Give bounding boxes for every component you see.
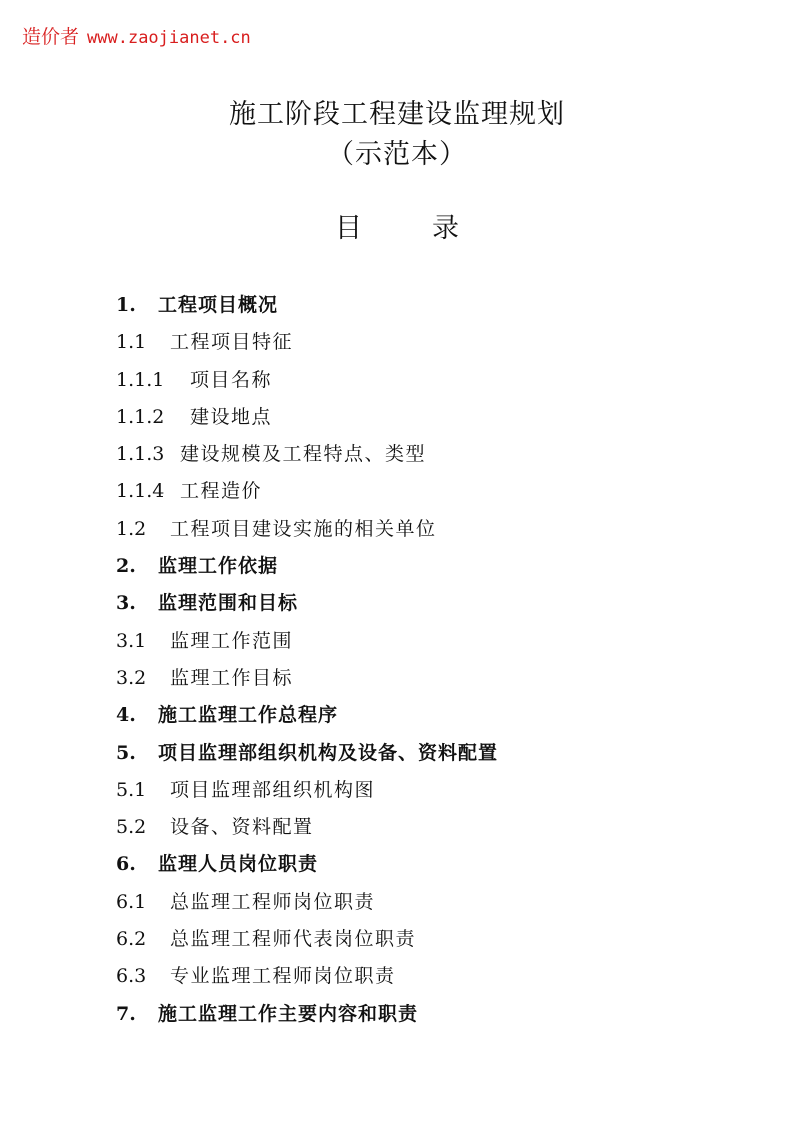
toc-entry-number: 3.1 bbox=[116, 629, 147, 652]
toc-entry-text: 监理人员岗位职责 bbox=[158, 853, 319, 876]
toc-entry-text: 工程项目建设实施的相关单位 bbox=[170, 517, 437, 540]
toc-entry-text: 项目监理部组织机构图 bbox=[170, 778, 376, 801]
toc-entry-text: 工程项目特征 bbox=[170, 331, 294, 354]
toc-entry-number: 1.1 bbox=[116, 331, 147, 354]
toc-entry-text: 施工监理工作主要内容和职责 bbox=[158, 1002, 419, 1025]
watermark bbox=[22, 22, 251, 49]
toc-entry-number: 5. bbox=[116, 741, 136, 764]
toc-entry-number: 1.1.4 bbox=[116, 480, 165, 503]
toc-entry bbox=[116, 365, 756, 402]
toc-entry bbox=[116, 700, 756, 737]
toc-entry-text: 监理范围和目标 bbox=[158, 592, 299, 615]
toc-entry bbox=[116, 290, 756, 327]
toc-entry-number: 3. bbox=[116, 592, 136, 615]
toc-entry bbox=[116, 775, 756, 812]
toc-entry-number: 1.1.1 bbox=[116, 368, 165, 391]
toc-entry bbox=[116, 812, 756, 849]
toc-entry-number: 3.2 bbox=[116, 666, 147, 689]
toc-entry-number: 5.2 bbox=[116, 816, 147, 839]
toc-entry bbox=[116, 924, 756, 961]
toc-entry-text: 项目监理部组织机构及设备、资料配置 bbox=[158, 741, 499, 764]
toc-entry bbox=[116, 999, 756, 1036]
toc-entry-text: 建设地点 bbox=[190, 405, 273, 428]
toc-entry bbox=[116, 439, 756, 476]
toc-entry-text: 施工监理工作总程序 bbox=[158, 704, 339, 727]
toc-entry-number: 1.1.2 bbox=[116, 405, 165, 428]
toc-entry-number: 6.1 bbox=[116, 890, 147, 913]
toc-entry-number: 6. bbox=[116, 853, 136, 876]
table-of-contents bbox=[116, 290, 756, 1036]
toc-entry bbox=[116, 626, 756, 663]
toc-entry bbox=[116, 402, 756, 439]
toc-entry-number: 1.1.3 bbox=[116, 443, 165, 466]
toc-entry bbox=[116, 849, 756, 886]
toc-entry bbox=[116, 476, 756, 513]
toc-entry-text: 专业监理工程师岗位职责 bbox=[170, 965, 396, 988]
toc-entry-text: 监理工作范围 bbox=[170, 629, 294, 652]
document-subtitle: （示范本） bbox=[327, 139, 467, 170]
toc-heading-part1: 目 bbox=[335, 213, 362, 244]
toc-entry-number: 1.2 bbox=[116, 517, 147, 540]
toc-entry-number: 2. bbox=[116, 555, 136, 578]
toc-entry bbox=[116, 663, 756, 700]
toc-entry-number: 4. bbox=[116, 704, 136, 727]
toc-heading bbox=[0, 206, 794, 245]
document-title: 施工阶段工程建设监理规划 bbox=[229, 99, 565, 130]
toc-entry-number: 1. bbox=[116, 294, 136, 316]
toc-entry-number: 7. bbox=[116, 1002, 136, 1025]
toc-entry-text: 监理工作依据 bbox=[158, 555, 279, 578]
toc-entry bbox=[116, 551, 756, 588]
toc-entry-text: 总监理工程师代表岗位职责 bbox=[170, 928, 417, 951]
toc-entry-text: 工程造价 bbox=[180, 480, 263, 503]
toc-heading-part2: 录 bbox=[432, 213, 459, 244]
toc-entry-text: 建设规模及工程特点、类型 bbox=[180, 443, 427, 466]
toc-entry-number: 5.1 bbox=[116, 778, 147, 801]
toc-entry-text: 总监理工程师岗位职责 bbox=[170, 890, 376, 913]
toc-entry bbox=[116, 738, 756, 775]
toc-entry bbox=[116, 514, 756, 551]
toc-entry-number: 6.3 bbox=[116, 965, 147, 988]
toc-entry-text: 项目名称 bbox=[190, 368, 273, 391]
toc-entry bbox=[116, 327, 756, 364]
toc-entry bbox=[116, 887, 756, 924]
watermark-url: www.zaojianet.cn bbox=[87, 28, 251, 48]
toc-entry-text: 监理工作目标 bbox=[170, 666, 294, 689]
watermark-brand: 造价者 bbox=[22, 26, 80, 48]
toc-entry bbox=[116, 588, 756, 625]
toc-entry-number: 6.2 bbox=[116, 928, 147, 951]
toc-entry bbox=[116, 961, 756, 998]
toc-entry-text: 工程项目概况 bbox=[158, 294, 279, 316]
toc-entry-text: 设备、资料配置 bbox=[170, 816, 314, 839]
